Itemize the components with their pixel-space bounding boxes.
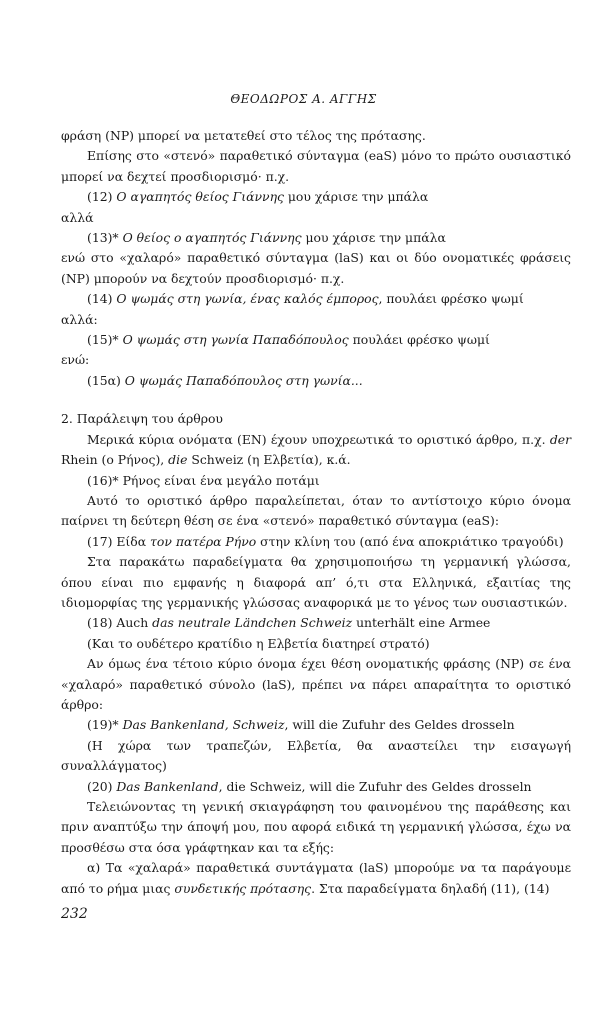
paragraph: (13)* Ο θείος ο αγαπητός Γιάννης μου χάρισε την μπάλα bbox=[87, 230, 446, 246]
paragraph: (14) Ο ψωμάς στη γωνία, ένας καλός έμπορος, πουλάει φρέσκο ψωμί bbox=[87, 291, 524, 307]
paragraph: (19)* Das Bankenland, Schweiz, will die Zufuhr des Geldes drosseln bbox=[87, 717, 515, 733]
running-header: ΘΕΟΔΩΡΟΣ Α. ΑΓΓΗΣ bbox=[230, 92, 377, 106]
paragraph: φράση (NP) μπορεί να μετατεθεί στο τέλος της πρότασης. bbox=[61, 128, 426, 143]
paragraph: Τελειώνοντας τη γενική σκιαγράφηση του φαινομένου της παράθεσης και πριν αναπτύξω την άποψή μου, που αφορά ειδικά τη γερμανική γλώσσα, έχω να προσθέσω στα όσα γράφτηκαν και τα εξής: bbox=[61, 799, 571, 855]
paragraph: ενώ στο «χαλαρό» παραθετικό σύνταγμα (laS) και οι δύο ονοματικές φράσεις (NP) μπορούν να δεχτούν προσδιορισμό· π.χ. bbox=[61, 250, 571, 286]
paragraph: (15)* Ο ψωμάς στη γωνία Παπαδόπουλος πουλάει φρέσκο ψωμί bbox=[87, 332, 490, 348]
section-gap bbox=[61, 391, 571, 409]
paragraph: ενώ: bbox=[61, 352, 90, 368]
paragraph: Επίσης στο «στενό» παραθετικό σύνταγμα (eaS) μόνο το πρώτο ουσιαστικό μπορεί να δεχτεί προσδιορισμό· π.χ. bbox=[61, 148, 571, 184]
paragraph: (Η χώρα των τραπεζών, Ελβετία, θα αναστείλει την εισαγωγή συναλλάγματος) bbox=[61, 737, 571, 774]
paragraph: Στα παρακάτω παραδείγματα θα χρησιμοποιήσω τη γερμανική γλώσσα, όπου είναι πιο εμφανής η διαφορά απ’ ό,τι στα Ελληνικά, εξαιτίας της ιδιομορφίας της γερμανικής γλώσσας αναφορικά με το γένος των ουσιαστικών. bbox=[61, 554, 571, 610]
body-text bbox=[61, 126, 571, 899]
page-number: 232 bbox=[61, 906, 88, 922]
paragraph: (17) Είδα τον πατέρα Ρήνο στην κλίνη του (από ένα αποκριάτικο τραγούδι) bbox=[87, 533, 564, 549]
paragraph: Μερικά κύρια ονόματα (ΕΝ) έχουν υποχρεωτικά το οριστικό άρθρο, π.χ. der Rhein (ο Ρήνος), die Schweiz (η Ελβετία), κ.ά. bbox=[61, 431, 571, 468]
paragraph: (18) Auch das neutrale Ländchen Schweiz unterhält eine Armee bbox=[87, 615, 491, 631]
paragraph: α) Τα «χαλαρά» παραθετικά συντάγματα (laS) μπορούμε να τα παράγουμε από το ρήμα μιας συνδετικής πρότασης. Στα παραδείγματα δηλαδή (11), (14) bbox=[61, 860, 571, 896]
paragraph: αλλά bbox=[61, 209, 94, 225]
paragraph: (20) Das Bankenland, die Schweiz, will die Zufuhr des Geldes drosseln bbox=[87, 778, 532, 794]
paragraph: (Και το ουδέτερο κρατίδιο η Ελβετία διατηρεί στρατό) bbox=[87, 635, 430, 651]
paragraph: Αυτό το οριστικό άρθρο παραλείπεται, όταν το αντίστοιχο κύριο όνομα παίρνει τη δεύτερη θέση σε ένα «στενό» παραθετικό σύνταγμα (eaS): bbox=[61, 492, 571, 529]
paragraph: Αν όμως ένα τέτοιο κύριο όνομα έχει θέση ονοματικής φράσης (NP) σε ένα «χαλαρό» παραθετικό σύνολο (laS), πρέπει να πάρει απαραίτητα το οριστικό άρθρο: bbox=[61, 656, 571, 712]
paragraph: 2. Παράλειψη του άρθρου bbox=[61, 411, 223, 427]
paragraph: αλλά: bbox=[61, 311, 98, 327]
paragraph: (15α) Ο ψωμάς Παπαδόπουλος στη γωνία... bbox=[87, 372, 363, 388]
paragraph: (16)* Ρήνος είναι ένα μεγάλο ποτάμι bbox=[87, 472, 320, 488]
paragraph: (12) Ο αγαπητός θείος Γιάννης μου χάρισε την μπάλα bbox=[87, 189, 429, 205]
